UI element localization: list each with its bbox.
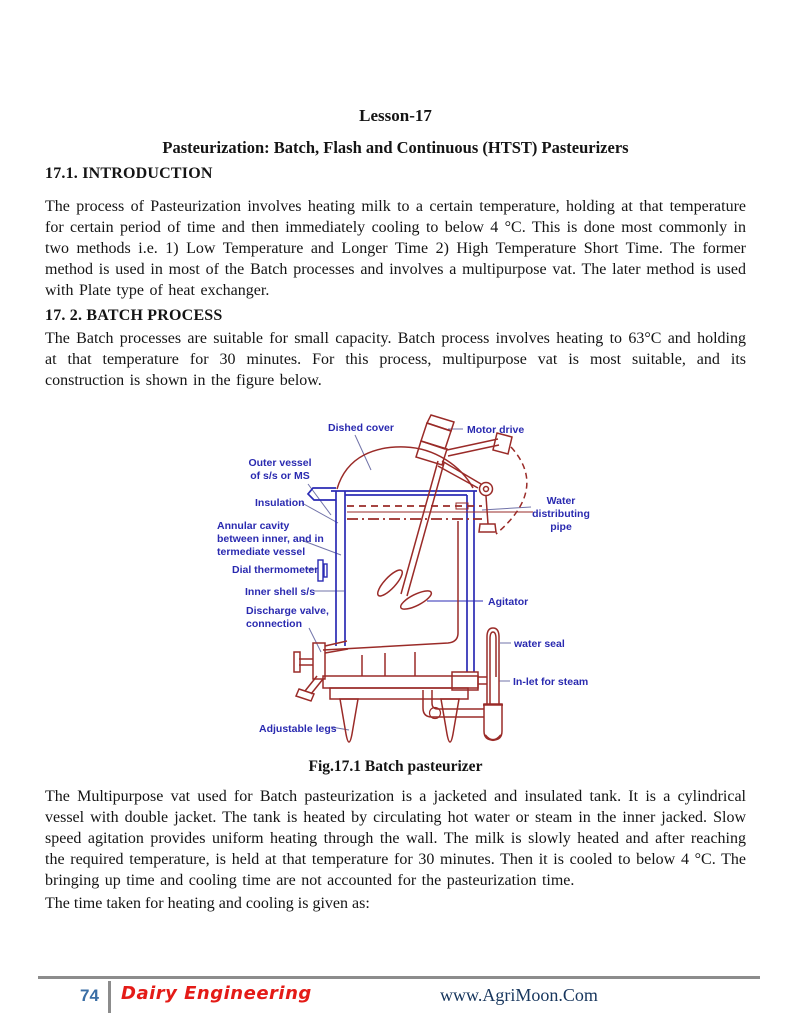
label-discharge-line2: connection (246, 618, 303, 630)
footer-website: www.AgriMoon.Com (440, 985, 598, 1005)
label-annular-line1: Annular cavity (217, 520, 290, 532)
label-outer-vessel-line1: Outer vessel (248, 457, 312, 469)
footer-page-number: 74 (80, 986, 99, 1005)
label-inlet-steam: In-let for steam (513, 676, 589, 688)
label-dial-thermometer: Dial thermometer (232, 564, 319, 576)
label-adjustable-legs: Adjustable legs (259, 723, 337, 735)
heading-batch-process: 17. 2. BATCH PROCESS (45, 307, 223, 324)
label-annular-line2: between inner, and in (217, 533, 324, 545)
footer-divider (38, 976, 760, 979)
paragraph-after-figure: The Multipurpose vat used for Batch pasteurization is a jacketed and insulated tank. It is a cylindrical vessel with double jacket. The tank is heated by circulating hot water or steam in the inner jacked. Slow speed agitation provides uniform heating through the wall. The milk is slowly heated and after reaching the required temperature, is held at that temperature for 30 minutes. Then it is cooled to below 4 °C. The bringing up time and cooling time are not accounted for the pasteurization time. (45, 788, 746, 889)
inner-shell-line (323, 521, 458, 650)
agitator-blade (374, 567, 405, 599)
label-outer-vessel-line2: of s/s or MS (250, 470, 310, 482)
label-inner-shell: Inner shell s/s (245, 586, 316, 598)
label-motor-drive: Motor drive (467, 424, 525, 436)
footer-book-title: Dairy Engineering (121, 983, 312, 1004)
label-agitator: Agitator (488, 596, 529, 608)
label-water-dist-line3: pipe (550, 521, 572, 533)
label-dished-cover: Dished cover (328, 422, 394, 434)
label-water-dist-line2: distributing (532, 508, 590, 520)
batch-pasteurizer-diagram (195, 409, 605, 754)
figure-batch-pasteurizer (45, 409, 746, 754)
paragraph-introduction: The process of Pasteurization involves heating milk to a certain temperature, holding at that temperature for certain period of time and then immediately cooling to below 4 °C. This is done most commonly in two methods i.e. 1) Low Temperature and Longer Time 2) High Temperature Short Time. The former method is used in most of the Batch processes and involves a multipurpose vat. The later method is used with Plate type of heat exchanger. (45, 198, 746, 299)
label-water-seal: water seal (514, 638, 565, 650)
closing-line: The time taken for heating and cooling is given as: (45, 895, 370, 912)
figure-caption: Fig.17.1 Batch pasteurizer (308, 758, 483, 775)
right-leg (441, 699, 459, 742)
water-seal-tube (487, 628, 499, 704)
vessel-red-linework (294, 415, 533, 742)
page-content (0, 105, 791, 914)
paragraph-batch-process: The Batch processes are suitable for small capacity. Batch process involves heating to 63°C and holding at that temperature for 30 minutes. For this process, multipurpose vat is most suitable, and its construction is shown in the figure below. (45, 330, 746, 389)
lesson-title: Lesson-17 (359, 106, 432, 125)
dial-thermometer-symbol (318, 560, 327, 581)
swing-arc-dashed (496, 447, 527, 534)
left-leg (340, 699, 358, 742)
label-annular-line3: termediate vessel (217, 546, 306, 558)
footer-separator-bar (108, 981, 111, 1013)
agitator-blade (398, 587, 433, 612)
label-water-dist-line1: Water (546, 495, 576, 507)
label-insulation: Insulation (255, 497, 305, 509)
label-discharge-line1: Discharge valve, (246, 605, 329, 617)
heading-introduction: 17.1. INTRODUCTION (45, 165, 213, 182)
lesson-subtitle: Pasteurization: Batch, Flash and Continuous (HTST) Pasteurizers (162, 138, 629, 157)
